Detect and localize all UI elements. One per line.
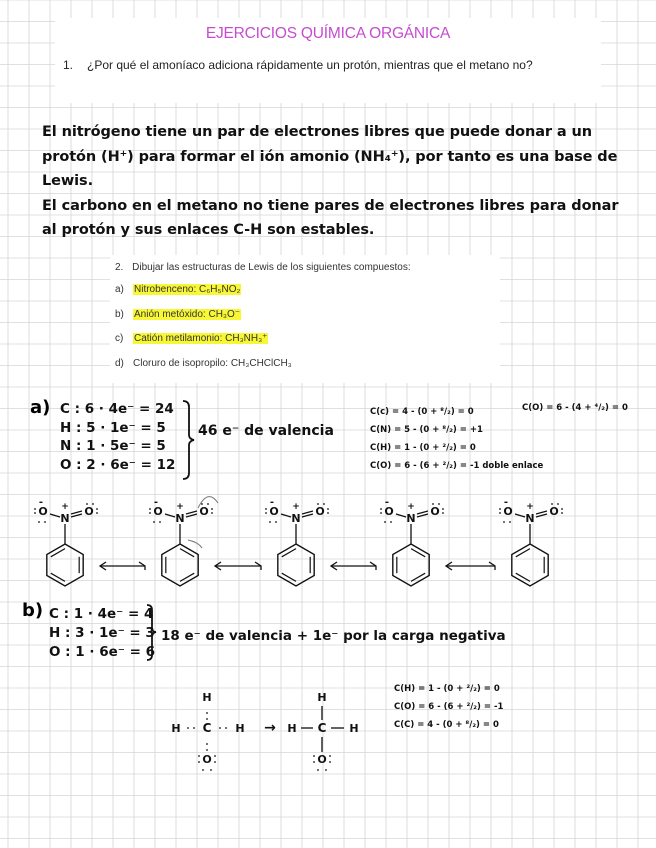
question-2: [115, 262, 411, 273]
nitrogen-atom: N: [175, 512, 185, 525]
minus-charge: -: [269, 497, 275, 508]
oxygen-atom: O: [384, 505, 394, 518]
answer-1-line: El nitrógeno tiene un par de electrones libres que puede donar a un: [42, 124, 592, 140]
plus-charge: +: [176, 502, 184, 512]
oxygen-atom: O: [199, 505, 209, 518]
answer-1-line: El carbono en el metano no tiene pares de electrones libres para donar: [42, 197, 619, 214]
charge-line: C(H) = 1 - (0 + ²/₂) = 0: [370, 443, 476, 453]
oxygen-atom: O: [269, 505, 279, 518]
plus-charge: +: [526, 502, 534, 512]
item-text-highlighted: Catión metilamonio: CH₃NH₃⁺: [134, 333, 268, 344]
item-letter: d): [115, 357, 124, 369]
plus-charge: +: [61, 502, 69, 512]
hydrogen-atom: H: [317, 691, 327, 704]
list-item: [115, 309, 292, 334]
charge-line: C(O) = 6 - (6 + ²/₂) = -1 doble enlace: [370, 461, 544, 471]
count-row: C : 1 · 4e⁻ = 4: [49, 606, 154, 622]
hydrogen-atom: H: [235, 722, 245, 735]
hydrogen-atom: H: [171, 722, 181, 735]
charge-line: C(H) = 1 - (0 + ²/₂) = 0: [394, 684, 500, 694]
item-text: Cloruro de isopropilo: CH₃CHClCH₃: [133, 357, 292, 369]
nitrogen-atom: N: [406, 512, 416, 525]
minus-charge: -: [384, 497, 390, 508]
answer-1: [42, 120, 632, 243]
minus-charge: -: [38, 497, 44, 508]
oxygen-atom: O: [317, 753, 327, 766]
list-item: [115, 358, 292, 383]
count-row: O : 1 · 6e⁻ = 6: [49, 644, 155, 660]
oxygen-atom: O: [84, 505, 94, 518]
part-b-total: 18 e⁻ de valencia + 1e⁻ por la carga negativa: [161, 628, 506, 644]
count-row: C : 6 · 4e⁻ = 24: [60, 401, 174, 417]
part-b-label: b): [22, 600, 44, 621]
list-item: [115, 333, 292, 358]
question-1: [63, 57, 583, 73]
part-a-formal-charges: [370, 403, 543, 475]
nitrogen-atom: N: [60, 512, 70, 525]
item-letter: a): [115, 284, 124, 295]
hydrogen-atom: H: [287, 722, 297, 735]
minus-charge: -: [503, 497, 509, 508]
item-letter: c): [115, 333, 124, 344]
nitrogen-atom: N: [525, 512, 535, 525]
reaction-arrow: →: [264, 720, 276, 736]
charge-line: C(O) = 6 - (6 + ²/₂) = -1: [394, 702, 504, 712]
count-row: N : 1 · 5e⁻ = 5: [60, 438, 166, 454]
charge-line: C(N) = 5 - (0 + ⁸/₂) = +1: [370, 425, 483, 435]
question-2-text: Dibujar las estructuras de Lewis de los siguientes compuestos:: [132, 262, 411, 273]
count-row: H : 3 · 1e⁻ = 3: [49, 625, 155, 641]
part-a-label: a): [30, 397, 51, 418]
answer-1-line: protón (H⁺) para formar el ión amonio (NH₄⁺), por tanto es una base de: [42, 148, 618, 165]
part-a-electron-count: [60, 400, 175, 474]
part-b-formal-charges: [394, 680, 503, 734]
answer-1-line: al protón y sus enlaces C-H son estables.: [42, 222, 375, 238]
plus-charge: +: [292, 502, 300, 512]
question-1-text: ¿Por qué el amoníaco adiciona rápidamente un protón, mientras que el metano no?: [87, 58, 533, 72]
charge-line: C(C) = 4 - (0 + ⁸/₂) = 0: [394, 720, 499, 730]
page-title: EJERCICIOS QUÍMICA ORGÁNICA: [205, 25, 451, 42]
carbon-atom: C: [202, 721, 212, 735]
answer-1-line: Lewis.: [42, 173, 93, 189]
oxygen-atom: O: [315, 505, 325, 518]
hydrogen-atom: H: [202, 691, 212, 704]
question-2-number: 2.: [115, 262, 124, 273]
nitrogen-atom: N: [291, 512, 301, 525]
oxygen-atom: O: [38, 505, 48, 518]
hydrogen-atom: H: [349, 722, 359, 735]
item-text-highlighted: Nitrobenceno: C₆H₅NO₂: [134, 284, 241, 295]
count-row: H : 5 · 1e⁻ = 5: [60, 419, 166, 436]
part-b-electron-count: [49, 605, 155, 662]
oxygen-atom: O: [549, 505, 559, 518]
item-letter: b): [115, 308, 124, 320]
plus-charge: +: [407, 502, 415, 512]
count-row: O : 2 · 6e⁻ = 12: [60, 456, 176, 473]
list-item: [115, 284, 292, 309]
part-a-total: 46 e⁻ de valencia: [198, 423, 334, 439]
oxygen-atom: O: [153, 505, 163, 518]
oxygen-atom: O: [202, 753, 212, 766]
oxygen-atom: O: [430, 505, 440, 518]
minus-charge: -: [153, 497, 159, 508]
question-1-number: 1.: [63, 58, 74, 72]
item-text-highlighted: Anión metóxido: CH₃O⁻: [134, 308, 241, 320]
charge-line: C(c) = 4 - (0 + ⁸/₂) = 0: [370, 407, 474, 417]
oxygen-atom: O: [503, 505, 513, 518]
part-a-charge-right: C(O) = 6 - (4 + ⁴/₂) = 0: [522, 403, 628, 413]
question-2-items: [115, 284, 292, 382]
carbon-atom: C: [317, 721, 327, 735]
